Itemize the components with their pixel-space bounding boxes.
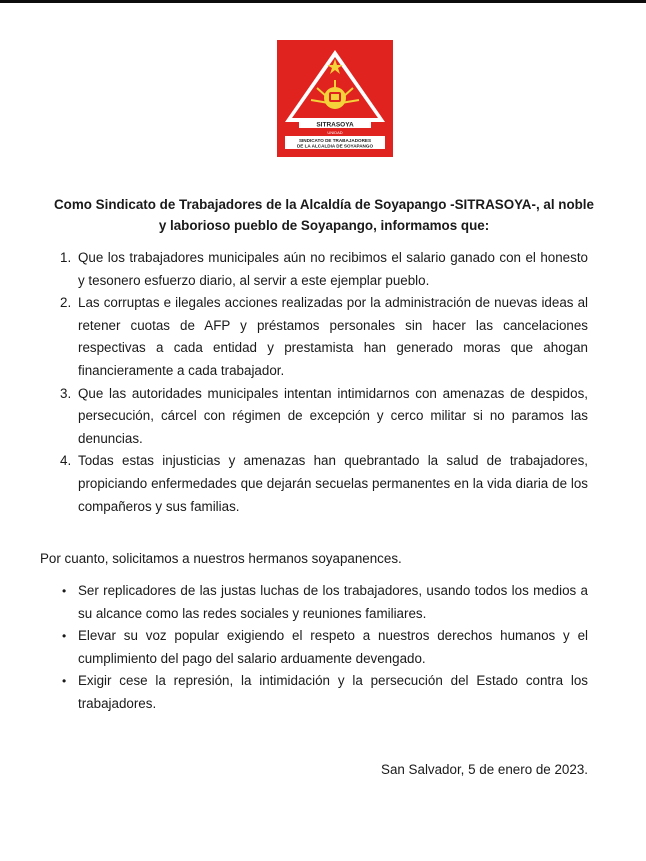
item-text: Ser replicadores de las justas luchas de los trabajadores, usando todos los medios a su alcance como las redes sociales y reuniones familiares. xyxy=(78,583,588,621)
item-text: Elevar su voz popular exigiendo el respeto a nuestros derechos humanos y el cumplimiento del pago del salario arduamente devengado. xyxy=(78,628,588,666)
logo-subtitle-line1: SINDICATO DE TRABAJADORES xyxy=(298,138,372,143)
item-number: 1. xyxy=(60,250,72,265)
place-and-date: San Salvador, 5 de enero de 2023. xyxy=(381,762,588,777)
heading-line-2: y laborioso pueblo de Soyapango, informamos que: xyxy=(158,218,490,233)
bullet-item xyxy=(40,670,588,715)
sitrasoya-logo xyxy=(277,40,393,157)
item-text: Que las autoridades municipales intentan intimidarnos con amenazas de despidos, persecución, cárcel con régimen de excepción y cerco militar si no paramos las denuncias. xyxy=(78,385,588,446)
numbered-item xyxy=(40,450,588,518)
document-heading xyxy=(44,194,604,236)
item-text: Todas estas injusticias y amenazas han quebrantado la salud de trabajadores, propiciando enfermedades que dejarán secuelas permanentes en la vida diaria de los compañeros y sus familias. xyxy=(78,453,588,514)
bullet-icon: • xyxy=(62,584,67,598)
logo-tagline: UNIDAD xyxy=(327,130,343,135)
numbered-list xyxy=(40,247,588,518)
item-text: Que los trabajadores municipales aún no recibimos el salario ganado con el honesto y tesonero esfuerzo diario, al servir a este ejemplar pueblo. xyxy=(78,250,588,288)
item-number: 4. xyxy=(60,453,72,469)
numbered-item xyxy=(40,383,588,451)
numbered-item xyxy=(40,247,588,292)
heading-line-1: Como Sindicato de Trabajadores de la Alcaldía de Soyapango -SITRASOYA-, al noble xyxy=(54,197,594,212)
bullet-icon: • xyxy=(62,629,67,644)
bullet-icon: • xyxy=(62,674,67,689)
request-intro: Por cuanto, solicitamos a nuestros hermanos soyapanences. xyxy=(40,551,402,566)
bullet-item xyxy=(40,625,588,670)
top-edge-bar xyxy=(0,0,646,3)
bullet-list xyxy=(40,580,588,716)
bullet-item xyxy=(40,580,588,625)
numbered-item xyxy=(40,292,588,382)
logo-subtitle-line2: DE LA ALCALDIA DE SOYAPANGO xyxy=(296,143,374,149)
item-number: 2. xyxy=(60,295,72,311)
item-text: Exigir cese la represión, la intimidación y la persecución del Estado contra los trabajadores. xyxy=(78,673,588,711)
logo-name: SITRASOYA xyxy=(316,121,354,129)
item-text: Las corruptas e ilegales acciones realizadas por la administración de nuevas ideas al retener cuotas de AFP y préstamos personales sin hacer las cancelaciones respectivas a cada entidad y prestamista han generado moras que ahogan financieramente a cada trabajador. xyxy=(78,295,588,378)
item-number: 3. xyxy=(60,385,72,401)
